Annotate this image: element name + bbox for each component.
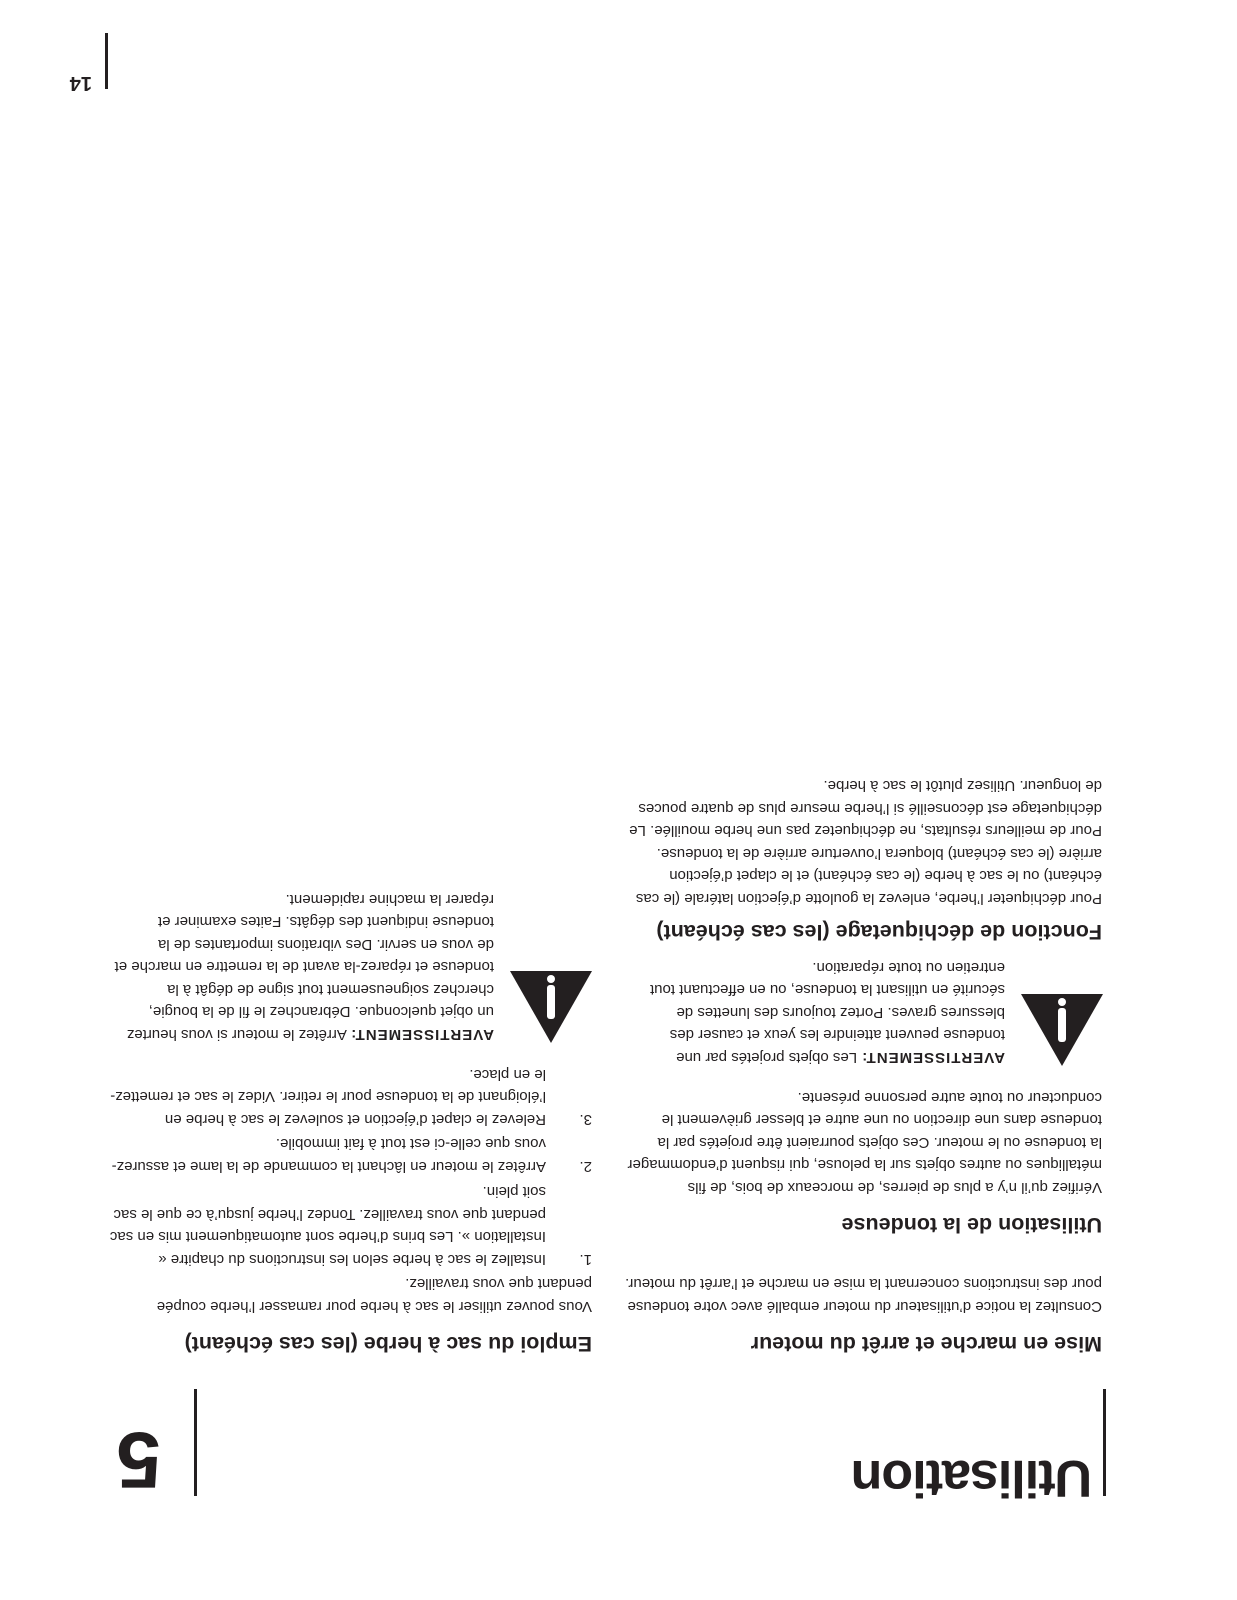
mower-use-text: Vérifiez qu’il n’y a plus de pierres, de morceaux de bois, de fils métalliques ou autres objets sur la pelouse, qui risquent d’endommager la tondeuse ou le moteur. Ces objets pourraient être projetés par la tondeuse dans une direction ou une autre et blesser grièvement le conducteur ou toute autre personne présente. <box>627 1089 1102 1196</box>
warning-body: Les objets projetés par une tondeuse peuvent atteindre les yeux et causer des blessures graves. Portez toujours des lunettes de sécurité en utilisant la tondeuse, ou en effectuant tout entretien ou toute réparation. <box>650 959 1005 1066</box>
left-column-h2 <box>622 1212 1102 1238</box>
warning-body: Arrêtez le moteur si vous heurtez un objet quelconque. Débranchez le fil de la bougie, cherchez soigneusement tout signe de dégât à la tondeuse et réparez-la avant de la remettre en marche et de vous en servir. Des vibrations importantes de la tondeuse indiquent des dégâts. Faites examiner et réparer la machine rapidement. <box>114 891 494 1043</box>
warning-triangle-icon <box>508 969 594 1045</box>
warning-block-thrown-objects <box>625 956 1105 1069</box>
right-column-intro <box>102 1272 592 1317</box>
step-3 <box>102 1063 592 1131</box>
title-rule <box>1103 1389 1106 1496</box>
section-heading-engine-start: Mise en marche et arrêt du moteur <box>750 1332 1102 1356</box>
warning-label: AVERTISSEMENT: <box>861 1049 1005 1066</box>
section-heading-mulching: Fonction de déchiquetage (les cas échéant) <box>656 920 1102 944</box>
step-1 <box>102 1180 592 1270</box>
warning-label: AVERTISSEMENT: <box>350 1026 494 1043</box>
left-column-p2 <box>622 1086 1102 1199</box>
step-text: Relevez le clapet d’éjection et soulevez le sac à herbe en l’éloignant de la tondeuse pour le retirer. Videz le sac et remettez-le en place. <box>110 1066 546 1128</box>
warning-triangle-icon <box>1019 992 1105 1068</box>
left-column-h3 <box>622 919 1102 945</box>
mulching-text: Pour déchiqueter l’herbe, enlevez la goulotte d’éjection latérale (le cas échéant) ou le sac à herbe (le cas échéant) et le clapet d’éjection arrière (le cas échéant) bloquera l’ouverture arrière de la tondeuse. Pour de meilleurs résultats, ne déchiquetez pas une herbe mouillée. Le déchiquetage est déconseillé si l’herbe mesure plus de quatre pouces de longueur. Utilisez plutôt le sac à herbe. <box>629 777 1102 907</box>
step-text: Installez le sac à herbe selon les instructions du chapitre « Installation ». Les brins d’herbe sont automatiquement mis en sac pendant que vous travaillez. Tondez l’herbe jusqu’à ce que le sac soit plein. <box>109 1183 546 1268</box>
step-2 <box>102 1132 592 1177</box>
right-column-heading <box>102 1331 592 1357</box>
left-column <box>622 1331 1102 1357</box>
engine-start-text: Consultez la notice d’utilisateur du moteur emballé avec votre tondeuse pour des instructions concernant la mise en marche et l’arrêt du moteur. <box>625 1275 1102 1315</box>
left-column-p3 <box>622 774 1102 909</box>
page-number: 14 <box>69 72 92 94</box>
grass-bag-intro: Vous pouvez utiliser le sac à herbe pour ramasser l’herbe coupée pendant que vous travaillez. <box>156 1275 592 1315</box>
section-heading-grass-bag: Emploi du sac à herbe (les cas échéant) <box>184 1332 592 1356</box>
left-column-p1 <box>622 1272 1102 1317</box>
page-number-rule <box>105 33 108 89</box>
step-number: 1. <box>579 1251 592 1268</box>
step-text: Arrêtez le moteur en lâchant la commande de la lame et assurez-vous que celle-ci est tout à fait immobile. <box>111 1135 546 1175</box>
chapter-title: Utilisation <box>851 1449 1092 1507</box>
section-heading-mower-use: Utilisation de la tondeuse <box>841 1213 1102 1237</box>
chapter-number: 5 <box>116 1416 161 1505</box>
warning-text-object-strike <box>114 888 494 1046</box>
warning-block-object-strike <box>104 888 594 1046</box>
chapter-number-rule <box>194 1389 197 1496</box>
warning-text-thrown-objects <box>635 956 1005 1069</box>
step-number: 3. <box>579 1111 592 1128</box>
step-number: 2. <box>579 1158 592 1175</box>
